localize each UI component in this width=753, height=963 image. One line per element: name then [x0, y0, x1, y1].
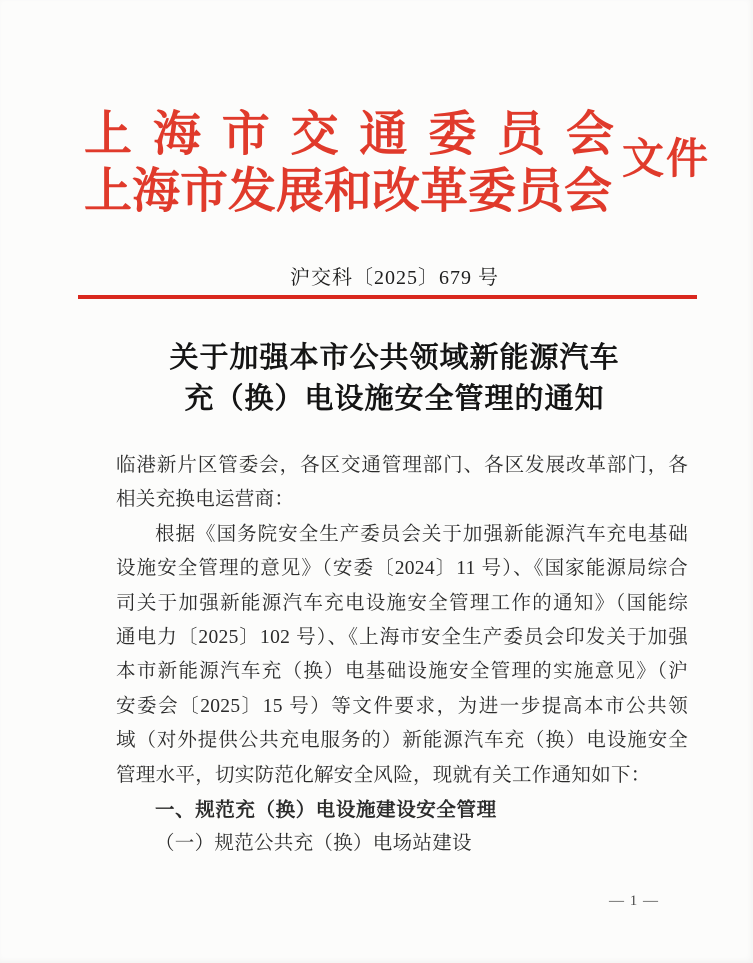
document-number: 沪交科〔2025〕679 号 [290, 267, 499, 289]
page-number: — 1 — [609, 893, 659, 909]
body-line-salutation-2: 相关充换电运营商： [116, 489, 295, 511]
document-mark-label: 文件 [621, 137, 710, 183]
title-line-2: 充（换）电设施安全管理的通知 [184, 383, 605, 415]
body-line-3: 根据《国务院安全生产委员会关于加强新能源汽车充电基础 [155, 523, 688, 545]
document-title [84, 338, 705, 420]
body-line-6: 通电力〔2025〕102 号）、《上海市安全生产委员会印发关于加强 [116, 627, 688, 649]
body-line-salutation-1: 临港新片区管委会，各区交通管理部门、各区发展改革部门，各 [116, 455, 688, 476]
agency-name-line-2: 上海市发展和改革委员会 [84, 165, 613, 218]
body-line-4: 设施安全管理的意见》（安委〔2024〕11 号）、《国家能源局综合 [116, 558, 688, 580]
document-body [116, 449, 688, 862]
section-subheading-1-1: （一）规范公共充（换）电场站建设 [155, 833, 472, 855]
red-separator-rule [78, 295, 697, 299]
body-line-9: 域（对外提供公共充电服务的）新能源汽车充（换）电设施安全 [116, 730, 688, 752]
body-line-8: 安委会〔2025〕15 号）等文件要求，为进一步提高本市公共领 [116, 695, 688, 717]
body-line-5: 司关于加强新能源汽车充电设施安全管理工作的通知》（国能综 [116, 592, 688, 614]
body-line-7: 本市新能源汽车充（换）电基础设施安全管理的实施意见》（沪 [116, 661, 688, 683]
issuing-agency-names [84, 106, 614, 220]
section-heading-1: 一、规范充（换）电设施建设安全管理 [155, 799, 497, 822]
document-letterhead [84, 106, 710, 220]
agency-name-line-1: 上海市交通委员会 [84, 108, 614, 161]
title-line-1: 关于加强本市公共领域新能源汽车 [169, 342, 620, 374]
body-line-10: 管理水平，切实防范化解安全风险，现就有关工作通知如下： [116, 764, 651, 786]
